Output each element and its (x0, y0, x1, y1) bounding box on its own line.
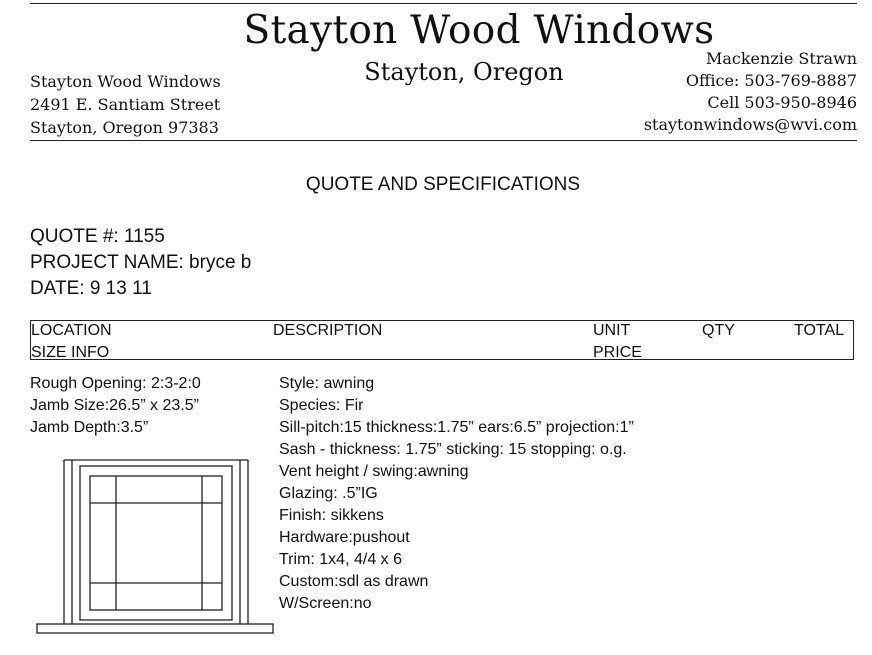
jamb-depth: Jamb Depth:3.5” (30, 419, 149, 436)
col-price: PRICE (593, 344, 642, 361)
rough-opening: Rough Opening: 2:3-2:0 (30, 375, 201, 392)
spec-style: Style: awning (279, 375, 375, 392)
address-line-3: Stayton, Oregon 97383 (30, 118, 219, 137)
spec-trim: Trim: 1x4, 4/4 x 6 (279, 551, 402, 568)
address-line-2: 2491 E. Santiam Street (30, 95, 221, 114)
company-location: Stayton, Oregon (364, 58, 564, 86)
quote-number: QUOTE #: 1155 (30, 226, 165, 247)
top-rule (30, 3, 857, 4)
table-header (30, 320, 854, 360)
document-title: QUOTE AND SPECIFICATIONS (305, 174, 581, 195)
window-drawing (36, 458, 276, 638)
col-size-info: SIZE INFO (31, 344, 110, 361)
contact-cell-phone: Cell 503-950-8946 (707, 93, 857, 112)
spec-screen: W/Screen:no (279, 595, 372, 612)
window-sill (37, 624, 273, 633)
address-line-1: Stayton Wood Windows (30, 72, 221, 91)
sash-outer (80, 466, 232, 620)
col-unit: UNIT (593, 322, 631, 339)
spec-species: Species: Fir (279, 397, 364, 414)
col-total: TOTAL (794, 322, 845, 339)
col-description: DESCRIPTION (273, 322, 383, 339)
company-name: Stayton Wood Windows (243, 8, 715, 53)
spec-glazing: Glazing: .5”IG (279, 485, 378, 502)
spec-custom: Custom:sdl as drawn (279, 573, 429, 590)
spec-sill: Sill-pitch:15 thickness:1.75” ears:6.5” projection:1” (279, 419, 634, 436)
contact-name: Mackenzie Strawn (705, 49, 857, 68)
contact-email[interactable]: staytonwindows@wvi.com (643, 115, 857, 134)
col-qty: QTY (702, 322, 735, 339)
spec-hardware: Hardware:pushout (279, 529, 410, 546)
col-location: LOCATION (31, 322, 112, 339)
jamb-size: Jamb Size:26.5” x 23.5” (30, 397, 199, 414)
letterhead-bottom-rule (30, 140, 857, 141)
quote-date: DATE: 9 13 11 (30, 278, 152, 299)
spec-vent: Vent height / swing:awning (279, 463, 469, 480)
contact-office-phone: Office: 503-769-8887 (685, 71, 857, 90)
spec-finish: Finish: sikkens (279, 507, 384, 524)
spec-sash: Sash - thickness: 1.75” sticking: 15 stopping: o.g. (279, 441, 627, 458)
project-name: PROJECT NAME: bryce b (30, 252, 252, 273)
